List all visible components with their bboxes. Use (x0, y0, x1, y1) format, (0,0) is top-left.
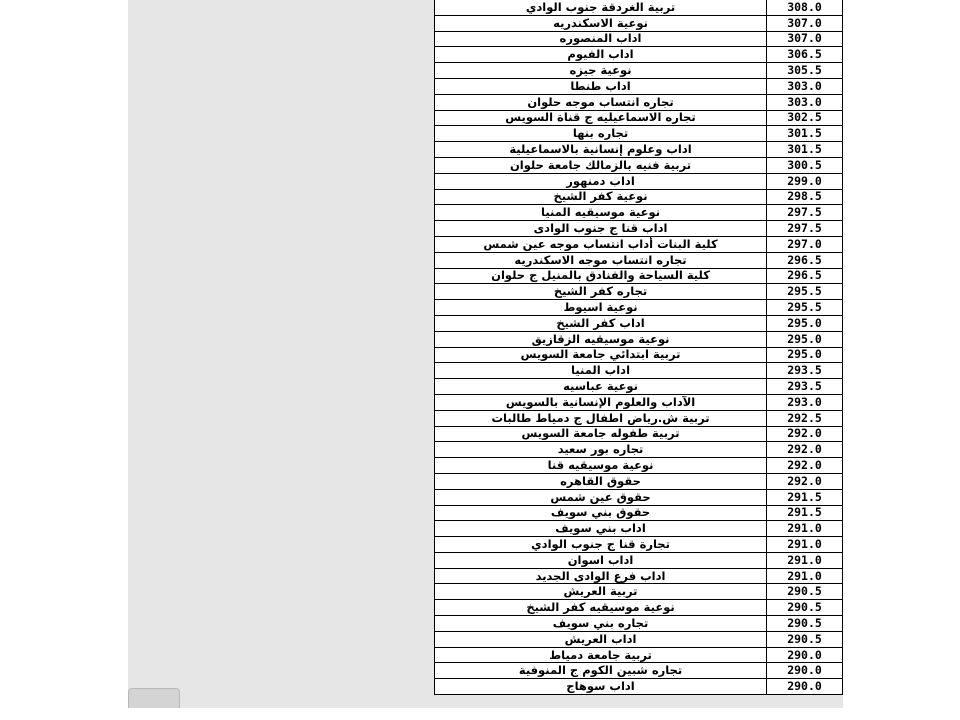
minimum-score-cell: 292.0 (767, 473, 843, 489)
table-row (435, 584, 843, 600)
table-row (435, 552, 843, 568)
faculty-name-cell: كلية البنات أداب انتساب موجه عين شمس (435, 236, 767, 252)
faculty-name-cell: اداب سوهاج (435, 679, 767, 695)
table-row (435, 15, 843, 31)
table-row (435, 679, 843, 695)
faculty-name-cell: تجاره بني سويف (435, 616, 767, 632)
faculty-name-cell: تجاره كفر الشيخ (435, 284, 767, 300)
minimum-score-cell: 290.5 (767, 584, 843, 600)
minimum-score-cell: 296.5 (767, 252, 843, 268)
table-row (435, 426, 843, 442)
minimum-score-cell: 299.0 (767, 173, 843, 189)
minimum-score-cell: 292.0 (767, 426, 843, 442)
minimum-score-cell: 307.0 (767, 31, 843, 47)
faculty-name-cell: كلية السياحة والفنادق بالمنيل ج حلوان (435, 268, 767, 284)
minimum-score-cell: 291.5 (767, 489, 843, 505)
faculty-name-cell: نوعية موسيقيه قنا (435, 458, 767, 474)
minimum-score-cell: 290.5 (767, 631, 843, 647)
minimum-score-cell: 296.5 (767, 268, 843, 284)
table-row (435, 616, 843, 632)
faculty-name-cell: اداب المنصوره (435, 31, 767, 47)
faculty-name-cell: اداب بني سويف (435, 521, 767, 537)
table-row (435, 236, 843, 252)
faculty-name-cell: تربية طفوله جامعة السويس (435, 426, 767, 442)
table-row (435, 347, 843, 363)
faculty-name-cell: تجاره بور سعيد (435, 442, 767, 458)
faculty-name-cell: نوعية كفر الشيخ (435, 189, 767, 205)
faculty-name-cell: اداب الفيوم (435, 47, 767, 63)
minimum-score-cell: 297.5 (767, 221, 843, 237)
minimum-score-cell: 291.0 (767, 568, 843, 584)
faculty-name-cell: تربية فنيه بالزمالك جامعة حلوان (435, 157, 767, 173)
faculty-name-cell: اداب وعلوم إنسانية بالاسماعيلية (435, 142, 767, 158)
minimum-score-cell: 290.5 (767, 600, 843, 616)
table-row (435, 521, 843, 537)
minimum-score-cell: 307.0 (767, 15, 843, 31)
table-row (435, 157, 843, 173)
faculty-name-cell: نوعية موسيقيه كفر الشيخ (435, 600, 767, 616)
minimum-score-cell: 305.5 (767, 63, 843, 79)
minimum-score-cell: 290.5 (767, 616, 843, 632)
table-row (435, 205, 843, 221)
minimum-score-cell: 292.0 (767, 442, 843, 458)
minimum-score-cell: 292.0 (767, 458, 843, 474)
table-row (435, 78, 843, 94)
minimum-score-cell: 301.5 (767, 126, 843, 142)
faculty-name-cell: اداب طنطا (435, 78, 767, 94)
table-row (435, 31, 843, 47)
faculty-name-cell: تربية ابتدائي جامعة السويس (435, 347, 767, 363)
table-row (435, 94, 843, 110)
faculty-name-cell: حقوق عين شمس (435, 489, 767, 505)
faculty-name-cell: نوعية عباسيه (435, 379, 767, 395)
faculty-name-cell: نوعية جيزه (435, 63, 767, 79)
faculty-name-cell: تجاره انتساب موجه حلوان (435, 94, 767, 110)
table-row (435, 442, 843, 458)
table-body (435, 0, 843, 695)
table-row (435, 331, 843, 347)
table-row (435, 647, 843, 663)
minimum-score-cell: 300.5 (767, 157, 843, 173)
minimum-score-cell: 290.0 (767, 663, 843, 679)
faculty-name-cell: نوعية موسيقيه المنيا (435, 205, 767, 221)
minimum-score-cell: 302.5 (767, 110, 843, 126)
table-row (435, 110, 843, 126)
minimum-score-cell: 295.5 (767, 300, 843, 316)
faculty-name-cell: حقوق القاهره (435, 473, 767, 489)
minimum-score-cell: 295.0 (767, 347, 843, 363)
minimum-score-cell: 303.0 (767, 94, 843, 110)
table-row (435, 0, 843, 15)
minimum-score-cell: 295.5 (767, 284, 843, 300)
table-row (435, 252, 843, 268)
minimum-score-cell: 306.5 (767, 47, 843, 63)
minimum-score-cell: 297.5 (767, 205, 843, 221)
minimum-score-cell: 291.5 (767, 505, 843, 521)
table-row (435, 410, 843, 426)
minimum-score-cell: 292.5 (767, 410, 843, 426)
faculty-name-cell: اداب اسوان (435, 552, 767, 568)
faculty-name-cell: تجاره انتساب موجه الاسكندريه (435, 252, 767, 268)
faculty-name-cell: تجاره شبين الكوم ج المنوفية (435, 663, 767, 679)
table-row (435, 284, 843, 300)
faculty-name-cell: تربية العريش (435, 584, 767, 600)
table-row (435, 173, 843, 189)
minimum-score-cell: 293.5 (767, 379, 843, 395)
document-viewport[interactable] (128, 0, 843, 708)
table-row (435, 537, 843, 553)
table-row (435, 63, 843, 79)
faculty-name-cell: اداب كفر الشيخ (435, 315, 767, 331)
faculty-name-cell: تربية جامعة دمياط (435, 647, 767, 663)
faculty-name-cell: اداب العريش (435, 631, 767, 647)
table-row (435, 394, 843, 410)
table-row (435, 473, 843, 489)
faculty-name-cell: تجاره الاسماعيليه ج قناة السويس (435, 110, 767, 126)
minimum-score-cell: 291.0 (767, 552, 843, 568)
minimum-score-cell: 295.0 (767, 315, 843, 331)
minimum-score-cell: 297.0 (767, 236, 843, 252)
table-row (435, 489, 843, 505)
faculty-name-cell: حقوق بني سويف (435, 505, 767, 521)
table-row (435, 300, 843, 316)
table-row (435, 221, 843, 237)
table-row (435, 568, 843, 584)
faculty-name-cell: تجاره بنها (435, 126, 767, 142)
minimum-score-cell: 290.0 (767, 647, 843, 663)
minimum-score-cell: 291.0 (767, 537, 843, 553)
table-row (435, 47, 843, 63)
table-row (435, 663, 843, 679)
table-row (435, 142, 843, 158)
minimum-score-cell: 293.5 (767, 363, 843, 379)
table-row (435, 458, 843, 474)
horizontal-scroll-thumb[interactable] (128, 688, 180, 708)
table-row (435, 631, 843, 647)
table-row (435, 268, 843, 284)
faculty-name-cell: الآداب والعلوم الإنسانية بالسويس (435, 394, 767, 410)
faculty-name-cell: تجارة قنا ج جنوب الوادي (435, 537, 767, 553)
faculty-name-cell: نوعية الاسكندريه (435, 15, 767, 31)
table-row (435, 379, 843, 395)
faculty-name-cell: نوعية موسيقيه الزقازيق (435, 331, 767, 347)
faculty-name-cell: اداب قنا ج جنوب الوادى (435, 221, 767, 237)
table-row (435, 505, 843, 521)
faculty-name-cell: اداب فرع الوادى الجديد (435, 568, 767, 584)
admission-scores-table (434, 0, 843, 695)
table-row (435, 363, 843, 379)
minimum-score-cell: 301.5 (767, 142, 843, 158)
table-row (435, 315, 843, 331)
minimum-score-cell: 295.0 (767, 331, 843, 347)
faculty-name-cell: تربية ش.رياض اطفال ج دمياط طالبات (435, 410, 767, 426)
faculty-name-cell: اداب دمنهور (435, 173, 767, 189)
faculty-name-cell: تربية الغردقة جنوب الوادي (435, 0, 767, 15)
faculty-name-cell: اداب المنيا (435, 363, 767, 379)
table-row (435, 126, 843, 142)
minimum-score-cell: 303.0 (767, 78, 843, 94)
minimum-score-cell: 298.5 (767, 189, 843, 205)
table-row (435, 600, 843, 616)
minimum-score-cell: 308.0 (767, 0, 843, 15)
faculty-name-cell: نوعية اسيوط (435, 300, 767, 316)
minimum-score-cell: 293.0 (767, 394, 843, 410)
minimum-score-cell: 291.0 (767, 521, 843, 537)
table-row (435, 189, 843, 205)
minimum-score-cell: 290.0 (767, 679, 843, 695)
